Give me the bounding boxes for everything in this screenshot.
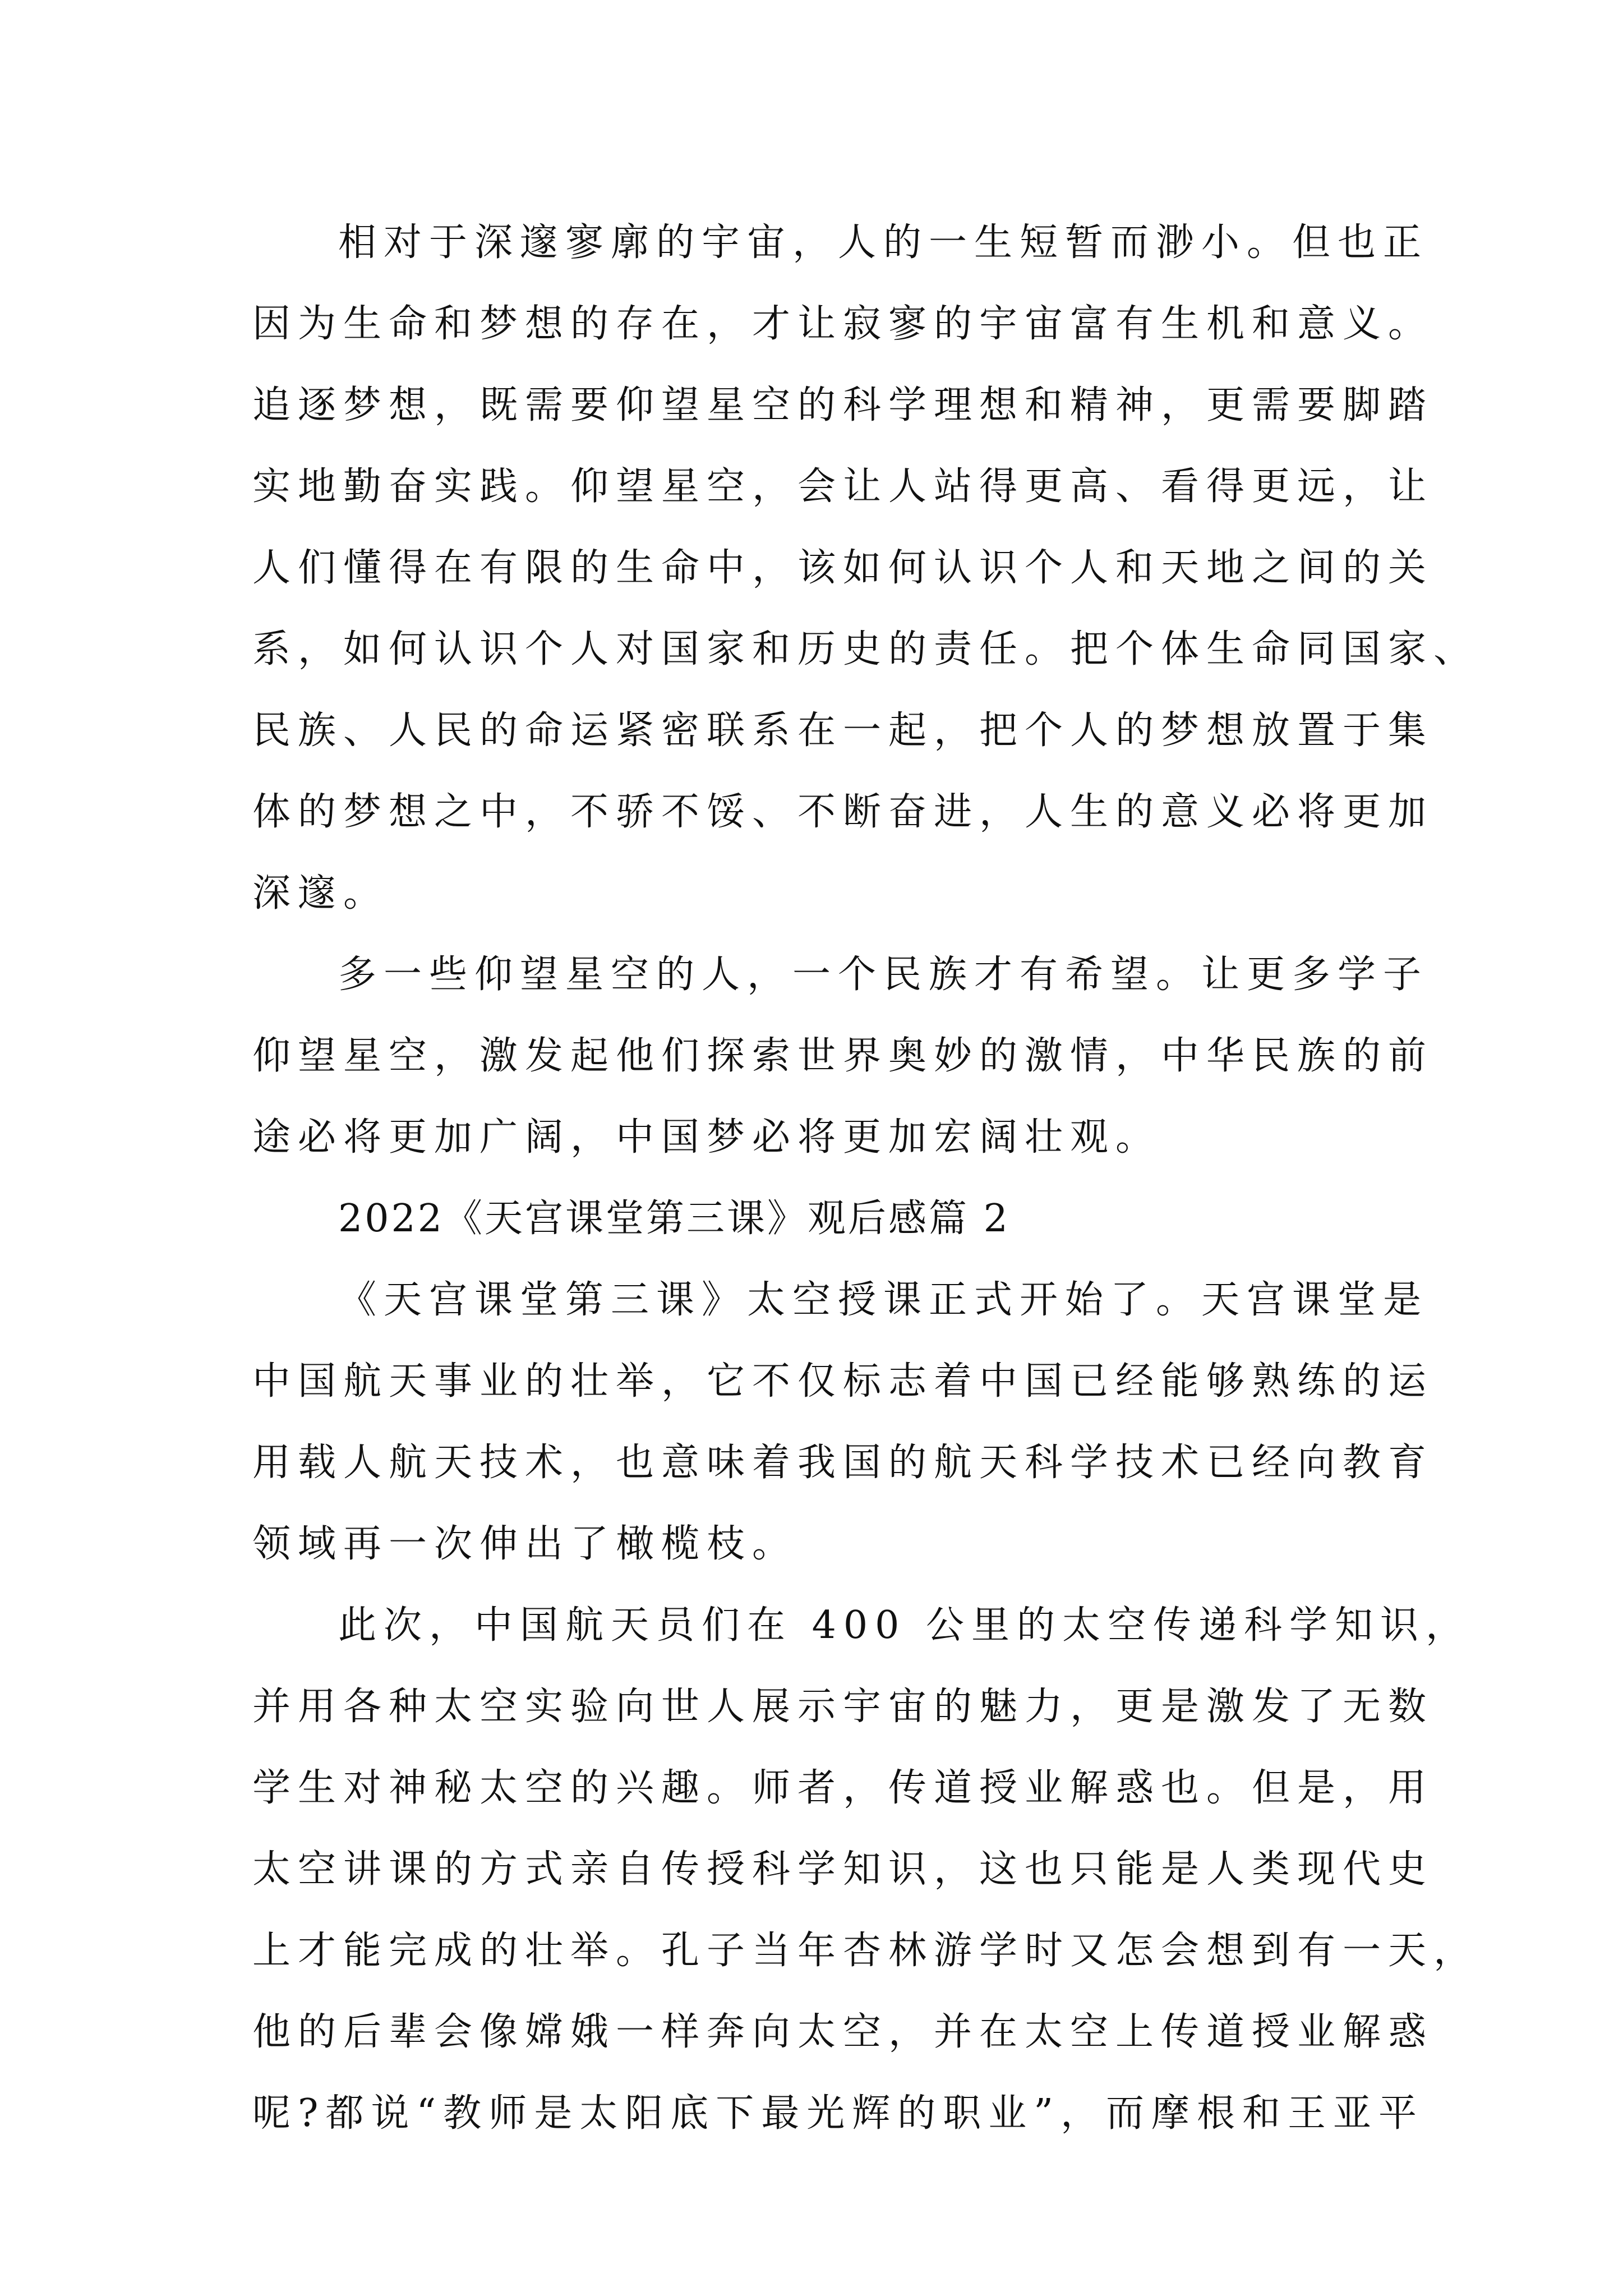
paragraph-4-line-7: 呢?都说“教师是太阳底下最光辉的职业”，而摩根和王亚平	[252, 2091, 1424, 2136]
paragraph-1-line-8: 体的梦想之中，不骄不馁、不断奋进，人生的意义必将更加	[252, 790, 1434, 834]
paragraph-1-line-5: 人们懂得在有限的生命中，该如何认识个人和天地之间的关	[252, 546, 1434, 590]
paragraph-3-line-2: 中国航天事业的壮举，它不仅标志着中国已经能够熟练的运	[252, 1359, 1434, 1404]
paragraph-4-line-4: 太空讲课的方式亲自传授科学知识，这也只能是人类现代史	[252, 1847, 1434, 1892]
paragraph-2-line-3: 途必将更加广阔，中国梦必将更加宏阔壮观。	[252, 1115, 1161, 1159]
paragraph-2-line-2: 仰望星空，激发起他们探索世界奥妙的激情，中华民族的前	[252, 1034, 1434, 1078]
section-heading: 2022《天宫课堂第三课》观后感篇 2	[338, 1197, 1010, 1241]
paragraph-2-line-1: 多一些仰望星空的人，一个民族才有希望。让更多学子	[338, 953, 1429, 997]
paragraph-1-line-1: 相对于深邃寥廓的宇宙，人的一生短暂而渺小。但也正	[338, 220, 1429, 265]
paragraph-4-line-2: 并用各种太空实验向世人展示宇宙的魅力，更是激发了无数	[252, 1685, 1434, 1729]
paragraph-1-line-3: 追逐梦想，既需要仰望星空的科学理想和精神，更需要脚踏	[252, 383, 1434, 427]
paragraph-4-line-5: 上才能完成的壮举。孔子当年杏林游学时又怎会想到有一天，	[252, 1929, 1479, 1973]
paragraph-4-line-1: 此次，中国航天员们在 400 公里的太空传递科学知识，	[338, 1603, 1472, 1648]
paragraph-1-line-2: 因为生命和梦想的存在，才让寂寥的宇宙富有生机和意义。	[252, 302, 1434, 346]
paragraph-4-line-6: 他的后辈会像嫦娥一样奔向太空，并在太空上传道授业解惑	[252, 2010, 1434, 2054]
paragraph-3-line-4: 领域再一次伸出了橄榄枝。	[252, 1522, 798, 1566]
paragraph-1-line-9: 深邃。	[252, 871, 389, 915]
paragraph-1-line-4: 实地勤奋实践。仰望星空，会让人站得更高、看得更远，让	[252, 464, 1434, 509]
paragraph-3-line-3: 用载人航天技术，也意味着我国的航天科学技术已经向教育	[252, 1441, 1434, 1485]
paragraph-1-line-7: 民族、人民的命运紧密联系在一起，把个人的梦想放置于集	[252, 708, 1434, 753]
paragraph-4-line-3: 学生对神秘太空的兴趣。师者，传道授业解惑也。但是，用	[252, 1766, 1434, 1810]
paragraph-3-line-1: 《天宫课堂第三课》太空授课正式开始了。天宫课堂是	[338, 1278, 1429, 1322]
paragraph-1-line-6: 系，如何认识个人对国家和历史的责任。把个体生命同国家、	[252, 627, 1479, 671]
